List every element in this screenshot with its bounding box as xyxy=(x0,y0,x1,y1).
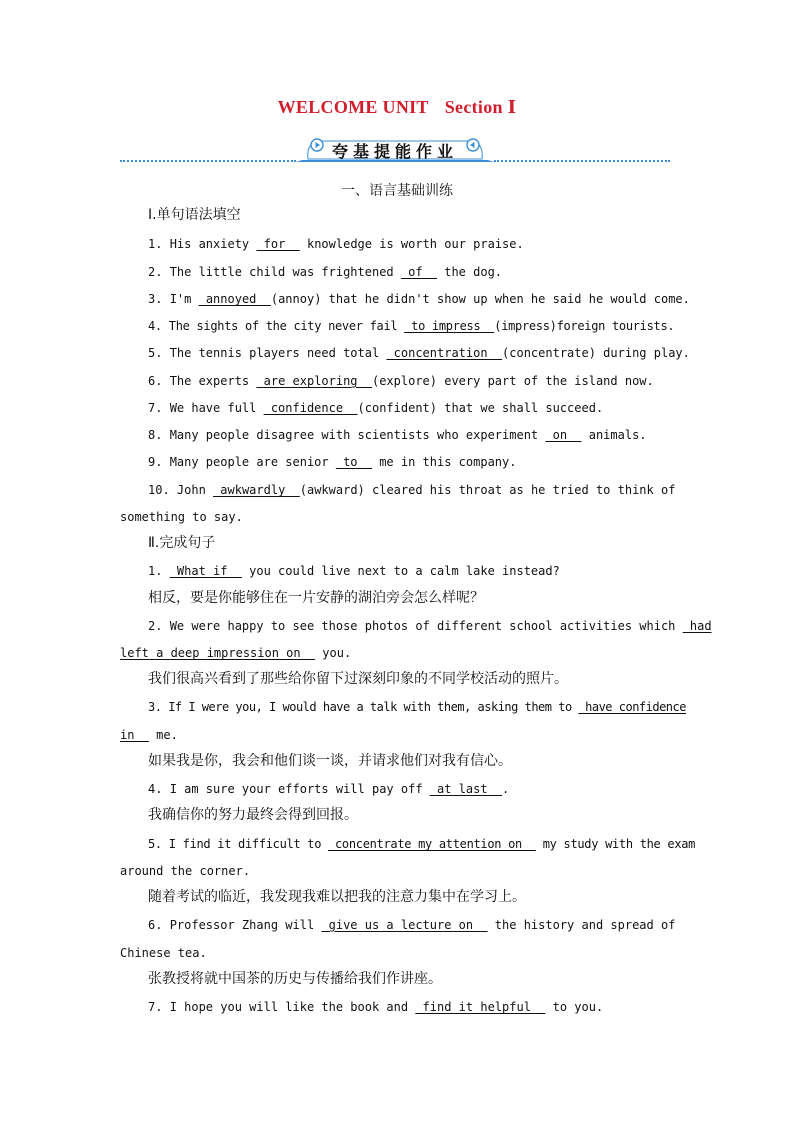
part1-heading: Ⅰ.单句语法填空 xyxy=(148,207,241,223)
item-number: 9. xyxy=(148,455,163,469)
part2-item-continuation: around the corner. xyxy=(120,864,251,878)
answer-blank: annoyed xyxy=(198,292,271,306)
item-number: 5. xyxy=(148,346,163,360)
answer-blank: had xyxy=(682,619,712,633)
part2-item-continuation: Chinese tea. xyxy=(120,946,207,960)
banner-left-dotted-rule xyxy=(120,160,296,162)
answer-blank: left a deep impression on xyxy=(120,646,316,660)
item-number: 2. xyxy=(148,619,163,633)
part1-item xyxy=(148,345,690,361)
item-text: knowledge is worth our praise. xyxy=(299,237,524,251)
item-text: We have full xyxy=(169,401,264,415)
item-text: I find it difficult to xyxy=(168,837,329,851)
play-left-icon xyxy=(466,138,480,152)
part1-item-continuation: something to say. xyxy=(120,510,243,524)
item-number: 3. xyxy=(148,292,163,306)
answer-blank: are exploring xyxy=(256,374,372,388)
page-title xyxy=(0,97,794,118)
answer-blank: of xyxy=(400,265,437,279)
item-text: (impress)foreign tourists. xyxy=(494,319,675,333)
item-text: (concentrate) during play. xyxy=(502,346,690,360)
answer-blank: concentrate my attention on xyxy=(328,837,536,851)
item-text: We were happy to see those photos of different school activities which xyxy=(169,619,683,633)
item-text: The little child was frightened xyxy=(169,265,401,279)
item-text: I'm xyxy=(169,292,199,306)
answer-blank: concentration xyxy=(386,346,503,360)
item-number: 1. xyxy=(148,237,163,251)
item-text: Many people disagree with scientists who experiment xyxy=(169,428,546,442)
answer-blank: at last xyxy=(429,782,503,796)
part2-item xyxy=(148,999,603,1015)
item-number: 6. xyxy=(148,918,163,932)
item-number: 7. xyxy=(148,401,163,415)
part1-item xyxy=(148,373,654,389)
item-number: 7. xyxy=(148,1000,163,1014)
part2-item-continuation xyxy=(120,727,178,743)
answer-blank: What if xyxy=(169,564,242,578)
section-heading: 一、语言基础训练 xyxy=(341,183,453,199)
item-text: Professor Zhang will xyxy=(169,918,322,932)
part2-item xyxy=(148,917,675,933)
banner-right-dotted-rule xyxy=(494,160,670,162)
translation: 如果我是你，我会和他们谈一谈，并请求他们对我有信心。 xyxy=(148,753,512,769)
item-text: John xyxy=(176,483,214,497)
item-text: The tennis players need total xyxy=(169,346,387,360)
translation: 我确信你的努力最终会得到回报。 xyxy=(148,807,358,823)
item-text: The sights of the city never fail xyxy=(168,319,405,333)
item-number: 4. xyxy=(148,319,162,333)
item-text: you could live next to a calm lake instead? xyxy=(241,564,560,578)
item-number: 5. xyxy=(148,837,162,851)
translation: 相反，要是你能够住在一片安静的湖泊旁会怎么样呢？ xyxy=(148,590,484,606)
item-text: His anxiety xyxy=(169,237,257,251)
part2-item xyxy=(148,781,509,797)
part2-item xyxy=(148,836,695,852)
answer-blank: awkwardly xyxy=(213,483,300,497)
answer-blank: find it helpful xyxy=(415,1000,546,1014)
answer-blank: give us a lecture on xyxy=(321,918,488,932)
answer-blank: to impress xyxy=(404,319,495,333)
part2-item xyxy=(148,699,686,715)
answer-blank: to xyxy=(335,455,372,469)
item-text: animals. xyxy=(581,428,647,442)
item-number: 6. xyxy=(148,374,163,388)
item-number: 3. xyxy=(148,700,162,714)
item-text: . xyxy=(502,782,510,796)
item-text: (awkward) cleared his throat as he tried to think of xyxy=(299,483,676,497)
item-text: The experts xyxy=(169,374,257,388)
translation: 随着考试的临近，我发现我难以把我的注意力集中在学习上。 xyxy=(148,889,526,905)
item-text: to you. xyxy=(545,1000,604,1014)
answer-blank: for xyxy=(256,237,300,251)
part1-item xyxy=(148,400,603,416)
part1-item xyxy=(148,427,647,443)
item-text: (annoy) that he didn't show up when he said he would come. xyxy=(270,292,690,306)
item-text: me. xyxy=(148,728,178,742)
banner-pill xyxy=(296,138,494,162)
item-number: 8. xyxy=(148,428,163,442)
item-text: I hope you will like the book and xyxy=(169,1000,416,1014)
part1-item xyxy=(148,291,690,307)
part1-item xyxy=(148,318,674,334)
part1-item xyxy=(148,482,675,498)
item-number: 2. xyxy=(148,265,163,279)
item-text: me in this company. xyxy=(371,455,517,469)
item-number: 1. xyxy=(148,564,163,578)
item-text: (explore) every part of the island now. xyxy=(371,374,654,388)
item-text: you. xyxy=(315,646,352,660)
part2-item xyxy=(148,563,560,579)
answer-blank: in xyxy=(120,728,149,742)
part1-item xyxy=(148,236,524,252)
item-text: the history and spread of xyxy=(487,918,676,932)
item-text: my study with the exam xyxy=(535,837,696,851)
item-number: 4. xyxy=(148,782,163,796)
part2-item xyxy=(148,618,712,634)
answer-blank: have confidence xyxy=(578,700,686,714)
translation: 我们很高兴看到了那些给你留下过深刻印象的不同学校活动的照片。 xyxy=(148,671,568,687)
title-unit: WELCOME UNIT xyxy=(277,97,429,117)
banner-title: 夸基提能作业 xyxy=(331,142,458,161)
translation: 张教授将就中国茶的历史与传播给我们作讲座。 xyxy=(148,971,442,987)
answer-blank: on xyxy=(545,428,582,442)
part2-item-continuation xyxy=(120,645,351,661)
item-text: I am sure your efforts will pay off xyxy=(169,782,430,796)
item-text: the dog. xyxy=(437,265,503,279)
item-text: If I were you, I would have a talk with them, asking them to xyxy=(168,700,579,714)
item-text: (confident) that we shall succeed. xyxy=(357,401,604,415)
part2-heading: Ⅱ.完成句子 xyxy=(148,535,216,551)
answer-blank: confidence xyxy=(263,401,358,415)
part1-item xyxy=(148,264,502,280)
assignment-banner xyxy=(120,138,670,162)
title-section: Section Ⅰ xyxy=(444,97,517,117)
item-text: Many people are senior xyxy=(169,455,336,469)
item-number: 10. xyxy=(148,483,170,497)
part1-item xyxy=(148,454,516,470)
